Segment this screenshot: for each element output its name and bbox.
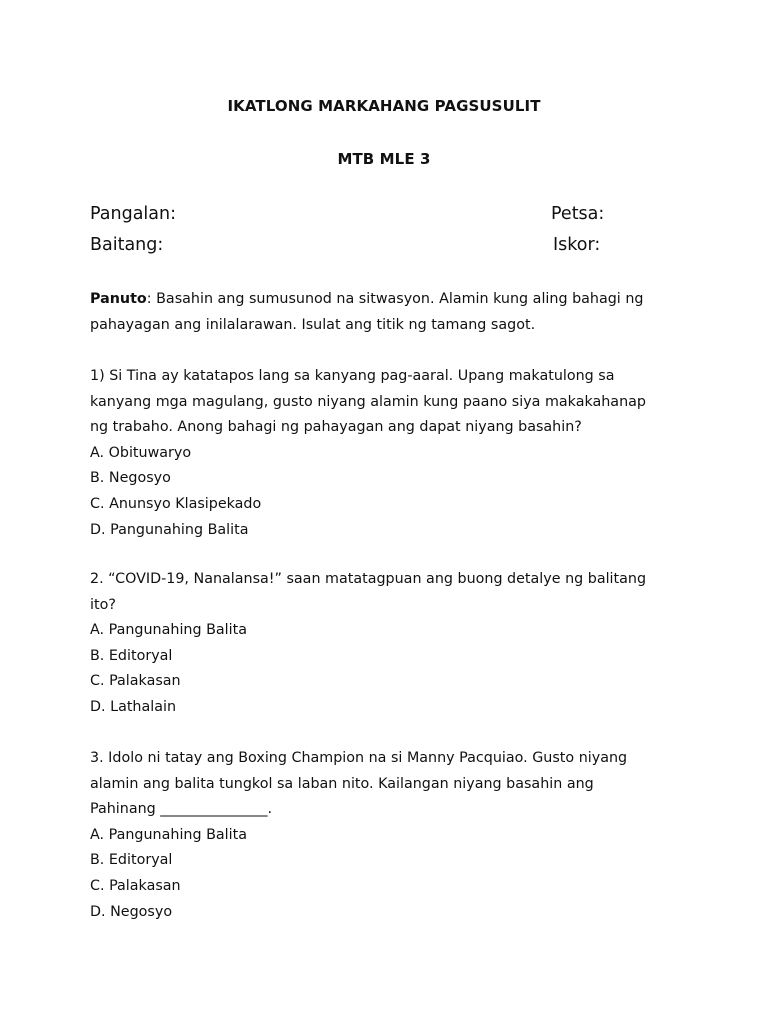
exam-title: IKATLONG MARKAHANG PAGSUSULIT [227,97,541,115]
choice-d: D. Pangunahing Balita [90,521,249,538]
instructions-line-1 [90,287,690,313]
choice-c: C. Palakasan [90,877,181,894]
question-text-line: ng trabaho. Anong bahagi ng pahayagan ang dapat niyang basahin? [90,419,582,436]
question-text-line: ito? [90,596,116,613]
choice-c: C. Anunsyo Klasipekado [90,495,262,512]
question-text-line: alamin ang balita tungkol sa laban nito. Kailangan niyang basahin ang [90,775,594,792]
question-2 [90,567,690,721]
choice-b: B. Editoryal [90,852,173,869]
question-text-line: 1) Si Tina ay katatapos lang sa kanyang pag-aaral. Upang makatulong sa [90,368,615,384]
choice-a: A. Pangunahing Balita [90,622,247,639]
question-text-line: Pahinang _______________. [90,801,273,818]
date-label: Petsa: [551,204,605,224]
question-text-line: 3. Idolo ni tatay ang Boxing Champion na si Manny Pacquiao. Gusto niyang [90,750,628,766]
choice-b: B. Negosyo [90,470,171,487]
instructions-label: Panuto [90,291,147,307]
question-1 [90,364,690,543]
name-label: Pangalan: [90,204,176,224]
score-label: Iskor: [553,235,601,255]
subject-title: MTB MLE 3 [337,150,431,168]
question-text-line: kanyang mga magulang, gusto niyang alamin kung paano siya makakahanap [90,393,646,410]
choice-b: B. Editoryal [90,647,173,664]
instructions-text-1: : Basahin ang sumusunod na sitwasyon. Alamin kung aling bahagi ng [146,291,644,307]
grade-label: Baitang: [90,235,164,255]
choice-c: C. Palakasan [90,673,181,690]
instructions [90,287,690,338]
choice-d: D. Lathalain [90,698,177,715]
choice-a: A. Pangunahing Balita [90,826,247,843]
question-3 [90,746,690,925]
choice-d: D. Negosyo [90,903,173,920]
instructions-line-2: pahayagan ang inilalarawan. Isulat ang titik ng tamang sagot. [90,316,536,333]
question-text-line: 2. “COVID-19, Nanalansa!” saan matatagpuan ang buong detalye ng balitang [90,571,647,587]
choice-a: A. Obituwaryo [90,444,192,461]
